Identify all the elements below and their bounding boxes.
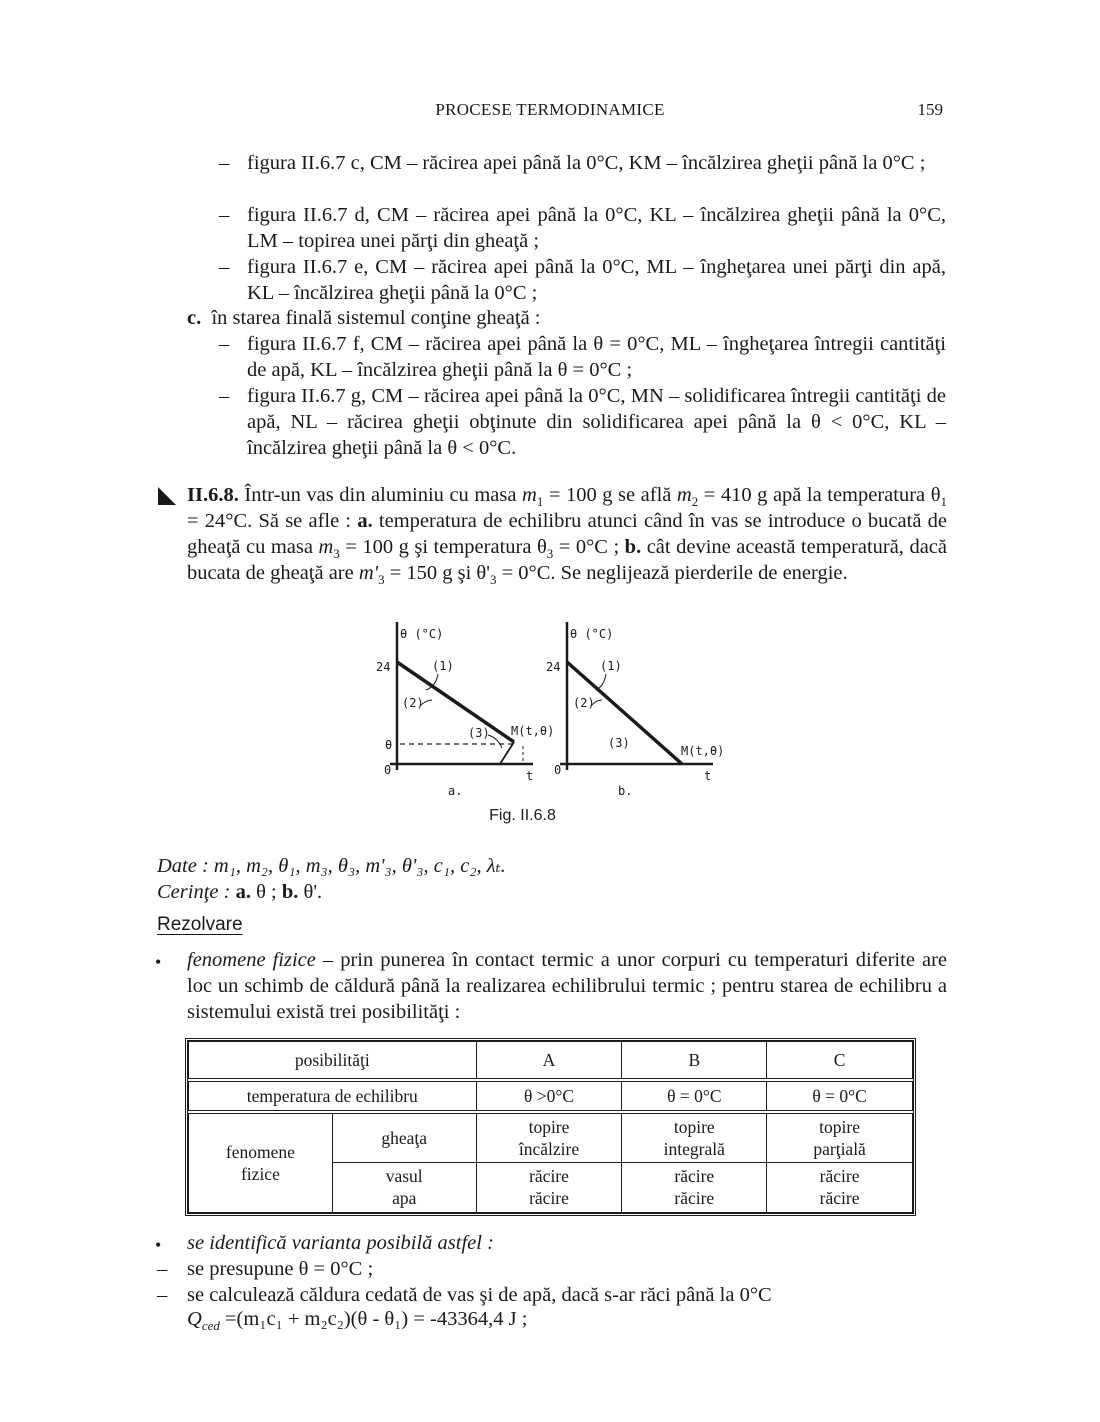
cell-line: răcire: [819, 1188, 860, 1209]
dash-text: se presupune θ = 0°C ;: [187, 1258, 374, 1280]
cell-line: apa: [392, 1188, 417, 1209]
y-tick-label: 24: [376, 660, 391, 674]
problem-text: = 150 g şi θ': [384, 562, 490, 584]
row-label: temperatura de echilibru: [189, 1080, 477, 1112]
group-label-line: fizice: [240, 1163, 280, 1184]
problem-text: = 24°C. Să se afle :: [187, 510, 358, 532]
part-label: a.: [357, 510, 373, 532]
group-label-line: fenomene: [225, 1141, 295, 1162]
group-label: [189, 1112, 333, 1213]
running-title: PROCESE TERMODINAMICE: [435, 100, 665, 119]
table-cell: [476, 1112, 622, 1162]
table-cell: θ >0°C: [476, 1080, 622, 1112]
subscript: 3: [378, 572, 385, 588]
cell-line: răcire: [529, 1188, 569, 1209]
dash-text: figura II.6.7 g, CM – răcirea apei până la 0°C, MN – solidificarea întregii cantităţi de apă, NL – răcirea gheţii obţinute din solidificarea apei până la θ < 0°C, KL – încălzirea gheţii până la θ < 0°C.: [247, 385, 946, 459]
curve-label-2: (2): [573, 696, 595, 710]
symbol: m: [318, 536, 334, 558]
dash-mark: –: [219, 333, 230, 355]
figure-ii-6-8: [370, 618, 750, 838]
cell-line: răcire: [674, 1166, 715, 1187]
y-axis-label: θ (°C): [570, 627, 614, 641]
curve-label-2: (2): [402, 696, 424, 710]
item-text: în starea finală sistemul conţine gheaţă :: [211, 307, 541, 329]
problem-text: = 100 g se află: [543, 484, 677, 506]
figure-caption: Fig. II.6.8: [489, 807, 556, 824]
curve-label-3: (3): [608, 736, 630, 750]
subscript: ced: [201, 1318, 220, 1334]
problem-text: temperatura de echilibru atunci când în vas se introduce o bucată de gheaţă cu masa: [187, 510, 947, 558]
cell-line: topire: [819, 1116, 860, 1137]
cell-line: răcire: [674, 1188, 715, 1209]
figure-panel-b: [546, 622, 724, 798]
dash-text: figura II.6.7 c, CM – răcirea apei până la 0°C, KM – încălzirea gheţii până la 0°C ;: [247, 152, 926, 174]
y-tick-label: 24: [546, 660, 561, 674]
requirement-a: θ ;: [250, 881, 282, 903]
cell-line: topire: [673, 1116, 715, 1137]
cell-line: răcire: [819, 1166, 860, 1187]
panel-label: a.: [448, 784, 463, 798]
bullet-text: – prin punerea în contact termic a unor corpuri cu temperaturi diferite are loc un schimb de căldură până la realizarea echilibrului termic ; pentru starea de echilibru a sistemului există trei posibilităţi :: [187, 949, 947, 1023]
table-row: [189, 1080, 913, 1112]
header-cell: B: [622, 1042, 767, 1080]
part-label: b.: [624, 536, 642, 558]
list-item-c: [187, 305, 947, 331]
subscript: 3: [333, 546, 340, 562]
problem-text: Într-un vas din aluminiu cu masa: [238, 484, 523, 506]
cell-line: integrală: [663, 1138, 725, 1159]
table-cell: [476, 1162, 622, 1212]
panel-label: b.: [618, 784, 633, 798]
theta-label: θ: [385, 738, 393, 752]
curve-label-3: (3): [468, 726, 490, 740]
page-number: 159: [917, 100, 943, 119]
figure-panel-a: [376, 622, 554, 798]
curve-label-1: (1): [432, 659, 454, 673]
part-label: a.: [235, 881, 251, 903]
table-row: [189, 1112, 913, 1162]
dash-text: figura II.6.7 d, CM – răcirea apei până la 0°C, KL – încălzirea gheţii până la 0°C, LM – topirea unei părţi din gheaţă ;: [247, 204, 946, 252]
requirements-line: [157, 879, 857, 905]
problem-text: = 0°C ;: [553, 536, 625, 558]
problem-text: = 100 g şi temperatura θ: [339, 536, 547, 558]
dash-mark: –: [219, 256, 230, 278]
table-cell: [622, 1112, 767, 1162]
problem-text: = 410 g apă la temperatura θ: [698, 484, 941, 506]
table-cell: [767, 1162, 913, 1212]
symbol: m: [676, 484, 692, 506]
requirement-b: θ'.: [298, 881, 323, 903]
table-cell: [622, 1162, 767, 1212]
part-label: b.: [281, 881, 299, 903]
y-axis-label: θ (°C): [400, 627, 444, 641]
row-label: [332, 1162, 476, 1212]
dash-mark: –: [157, 1258, 168, 1280]
dash-mark: –: [219, 204, 230, 226]
bullet-mark: •: [155, 1235, 162, 1255]
heat-formula: [187, 1306, 787, 1332]
formula-body: =(m₁c₁ + m₂c₂)(θ - θ₁) = -43364,4 J ;: [219, 1308, 528, 1330]
requirements-label: Cerinţe :: [157, 881, 231, 903]
symbol: Q: [187, 1308, 202, 1330]
header-cell: A: [476, 1042, 622, 1080]
table-cell: [767, 1112, 913, 1162]
subscript: 2: [691, 494, 699, 510]
table-header-row: [189, 1042, 913, 1080]
bullet-paragraph: se identifică varianta posibilă astfel :: [187, 1232, 494, 1254]
given-data-line: Date : m₁, m₂, θ₁, m₃, θ₃, m'₃, θ'₃, c₁, c₂, λₜ.: [157, 855, 506, 877]
subscript: 1: [940, 494, 948, 510]
row-label: gheaţa: [332, 1112, 476, 1162]
subscript: 3: [489, 572, 497, 588]
subscript: 3: [546, 546, 554, 562]
dash-text: se calculează căldura cedată de vas şi de apă, dacă s-ar răci până la 0°C: [187, 1284, 772, 1306]
dash-text: figura II.6.7 f, CM – răcirea apei până la θ = 0°C, ML – îngheţarea întregii cantităţi de apă, KL – încălzirea gheţii până la θ = 0°C ;: [247, 333, 946, 381]
cell-line: vasul: [385, 1166, 423, 1187]
problem-statement: [187, 482, 947, 586]
cell-line: topire: [528, 1116, 570, 1137]
subscript: 1: [536, 494, 544, 510]
dash-mark: –: [157, 1284, 168, 1306]
x-axis-label: t: [526, 769, 534, 783]
header-cell: C: [767, 1042, 913, 1080]
item-label: c.: [187, 307, 202, 329]
curve-label-1: (1): [600, 659, 622, 673]
possibilities-table: [185, 1038, 916, 1216]
dash-mark: –: [219, 385, 230, 407]
cell-line: parţială: [813, 1138, 866, 1159]
origin-label: 0: [384, 763, 392, 777]
problem-text: = 0°C. Se neglijează pierderile de energie.: [496, 562, 848, 584]
section-heading: Rezolvare: [157, 914, 243, 935]
bullet-paragraph: [187, 947, 947, 1025]
origin-label: 0: [554, 763, 562, 777]
point-label-m: M(t,θ): [511, 724, 555, 738]
symbol: m: [522, 484, 537, 506]
dash-mark: –: [219, 152, 230, 174]
problem-marker-icon: [157, 486, 177, 506]
cell-line: răcire: [529, 1166, 569, 1187]
cell-line: încălzire: [518, 1138, 580, 1159]
running-head: [0, 100, 1100, 124]
symbol: m': [358, 562, 379, 584]
table-cell: θ = 0°C: [767, 1080, 913, 1112]
bullet-mark: •: [155, 952, 162, 972]
problem-text: cât devine această temperatură, dacă bucata de gheaţă are: [187, 536, 947, 584]
table-cell: θ = 0°C: [622, 1080, 767, 1112]
x-axis-label: t: [704, 769, 712, 783]
dash-text: figura II.6.7 e, CM – răcirea apei până la 0°C, ML – îngheţarea unei părţi din apă, KL – încălzirea gheţii până la 0°C ;: [247, 256, 946, 304]
header-cell: posibilităţi: [189, 1042, 477, 1080]
problem-number: II.6.8.: [187, 484, 239, 506]
bullet-lead: fenomene fizice: [187, 949, 316, 971]
point-label-m: M(t,θ): [681, 744, 725, 758]
